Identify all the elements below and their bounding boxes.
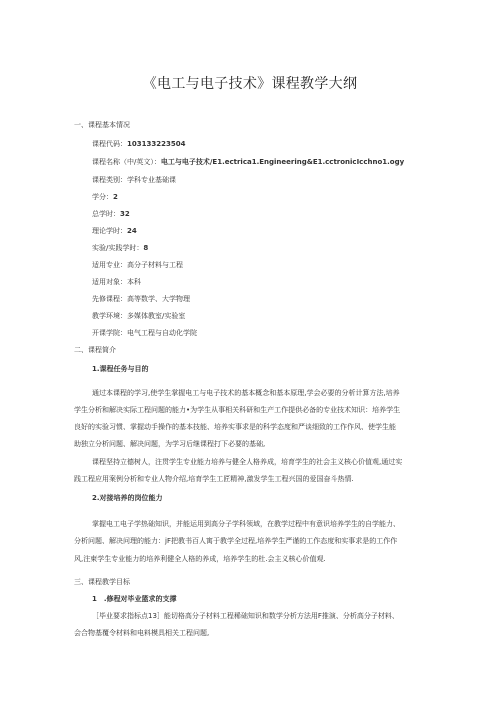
info-value: 103133223504 <box>127 140 186 148</box>
info-row-theory-hours <box>92 227 137 236</box>
info-label: 课程代码： <box>92 140 127 148</box>
subheading-task-purpose: 1.课程任务与目的 <box>92 365 149 373</box>
section-heading-intro: 二、课程简介 <box>74 346 116 354</box>
info-row-college <box>92 329 197 338</box>
info-value: 学科专业基础课 <box>127 176 176 184</box>
info-value: 32 <box>120 210 130 218</box>
section-heading-basic-info: 一、课程基本情况 <box>74 121 130 129</box>
subheading-graduation-support: 1 .修程对毕业篮求的支撑 <box>92 595 177 603</box>
info-label: 教学环境： <box>92 312 127 320</box>
info-label: 开课学院： <box>92 329 127 337</box>
info-label: 先修课程： <box>92 295 127 303</box>
info-value: 2 <box>113 193 118 201</box>
info-label: 总学时： <box>92 210 120 218</box>
info-label: 适用对象： <box>92 278 127 286</box>
info-value: 24 <box>127 227 137 235</box>
info-row-course-name <box>92 158 404 167</box>
paragraph-line: 风,注柬学生专业能力的培养利健全人格的养成，培养学生的杜.会主义核心价值观. <box>74 555 326 563</box>
info-row-environment <box>92 312 185 321</box>
info-label: 实验/实践学时： <box>92 244 144 252</box>
info-label: 课程类别： <box>92 176 127 184</box>
info-row-major <box>92 261 183 270</box>
info-label: 课程名称（中/英文）： <box>92 158 161 166</box>
info-row-audience <box>92 278 141 287</box>
paragraph-line: 助独立分析问题、解决问题，为学习后继课程打下必要的基础, <box>74 440 266 448</box>
info-row-total-hours <box>92 210 130 219</box>
paragraph-line: 学生分析和解决实际工程问题的能力•为学生从事相关科研和生产工作提供必备的专业技术知识：培养学生 <box>74 406 401 414</box>
paragraph-line: 良好的实验习惯、掌握动手操作的基本技能、培养实事求是的科学态度和严谈细致的工作作风、使学生能 <box>74 423 396 431</box>
info-row-course-code <box>92 140 185 149</box>
paragraph-line: 课程坚持立德树人，注贯学生专业能力培养与健全人格养成，培育学生的社会主义核心价值观,通过实 <box>92 458 403 466</box>
info-row-course-category <box>92 176 176 185</box>
paragraph-line: ［毕业要求指标点13］能切格高分子材料工程稀础知识和数学分析方法用F推演、分析高分子材料、 <box>92 612 399 620</box>
info-value: 多媒体教室/实验室 <box>127 312 186 320</box>
info-row-lab-hours <box>92 244 148 253</box>
info-value: 本科 <box>127 278 141 286</box>
paragraph-line: 通过本课程的学习,使学生掌握电工与电子技术的基本概念和基本原理,学会必要的分析计算方法,培养 <box>92 389 400 397</box>
page-title: 《电工与电子技术》课程教学大纲 <box>142 76 358 92</box>
info-value: 电工与电子技术/E1.ectrica1.Engineering&E1.cctronicIcchno1.ogy <box>160 158 405 166</box>
subheading-job-ability: 2.对接培养的岗位能力 <box>92 494 163 502</box>
info-value: 高分子材料与工程 <box>127 261 183 269</box>
section-heading-objectives: 三、课程教学目标 <box>74 578 130 586</box>
info-value: 电气工程与自动化学院 <box>127 329 197 337</box>
info-label: 学分： <box>92 193 113 201</box>
info-value: 高等数学、大学物理 <box>127 295 190 303</box>
paragraph-line: 掌握电工电子学热础知识，并能运用到高分子学科领域，在教学过程中有意识培养学生的自学能力、 <box>92 520 400 528</box>
paragraph-line: 分析问题、解决问理的能力：jF把教书百人寓于教学全过程,培养学生严谨的工作态度和实事求是的工作作 <box>74 537 398 545</box>
paragraph-line: 会合物基覆令材料和电料模具相关工程问题, <box>74 629 210 637</box>
info-label: 适用专业： <box>92 261 127 269</box>
info-row-credits <box>92 193 118 202</box>
info-value: 8 <box>143 244 149 252</box>
info-label: 理论学时： <box>92 227 127 235</box>
info-row-prerequisites <box>92 295 190 304</box>
paragraph-line: 践工程应用案例分析和专业人物介绍,培育学生工匠精神,激发学生工程兴国的爱国奋斗热情. <box>74 475 354 483</box>
